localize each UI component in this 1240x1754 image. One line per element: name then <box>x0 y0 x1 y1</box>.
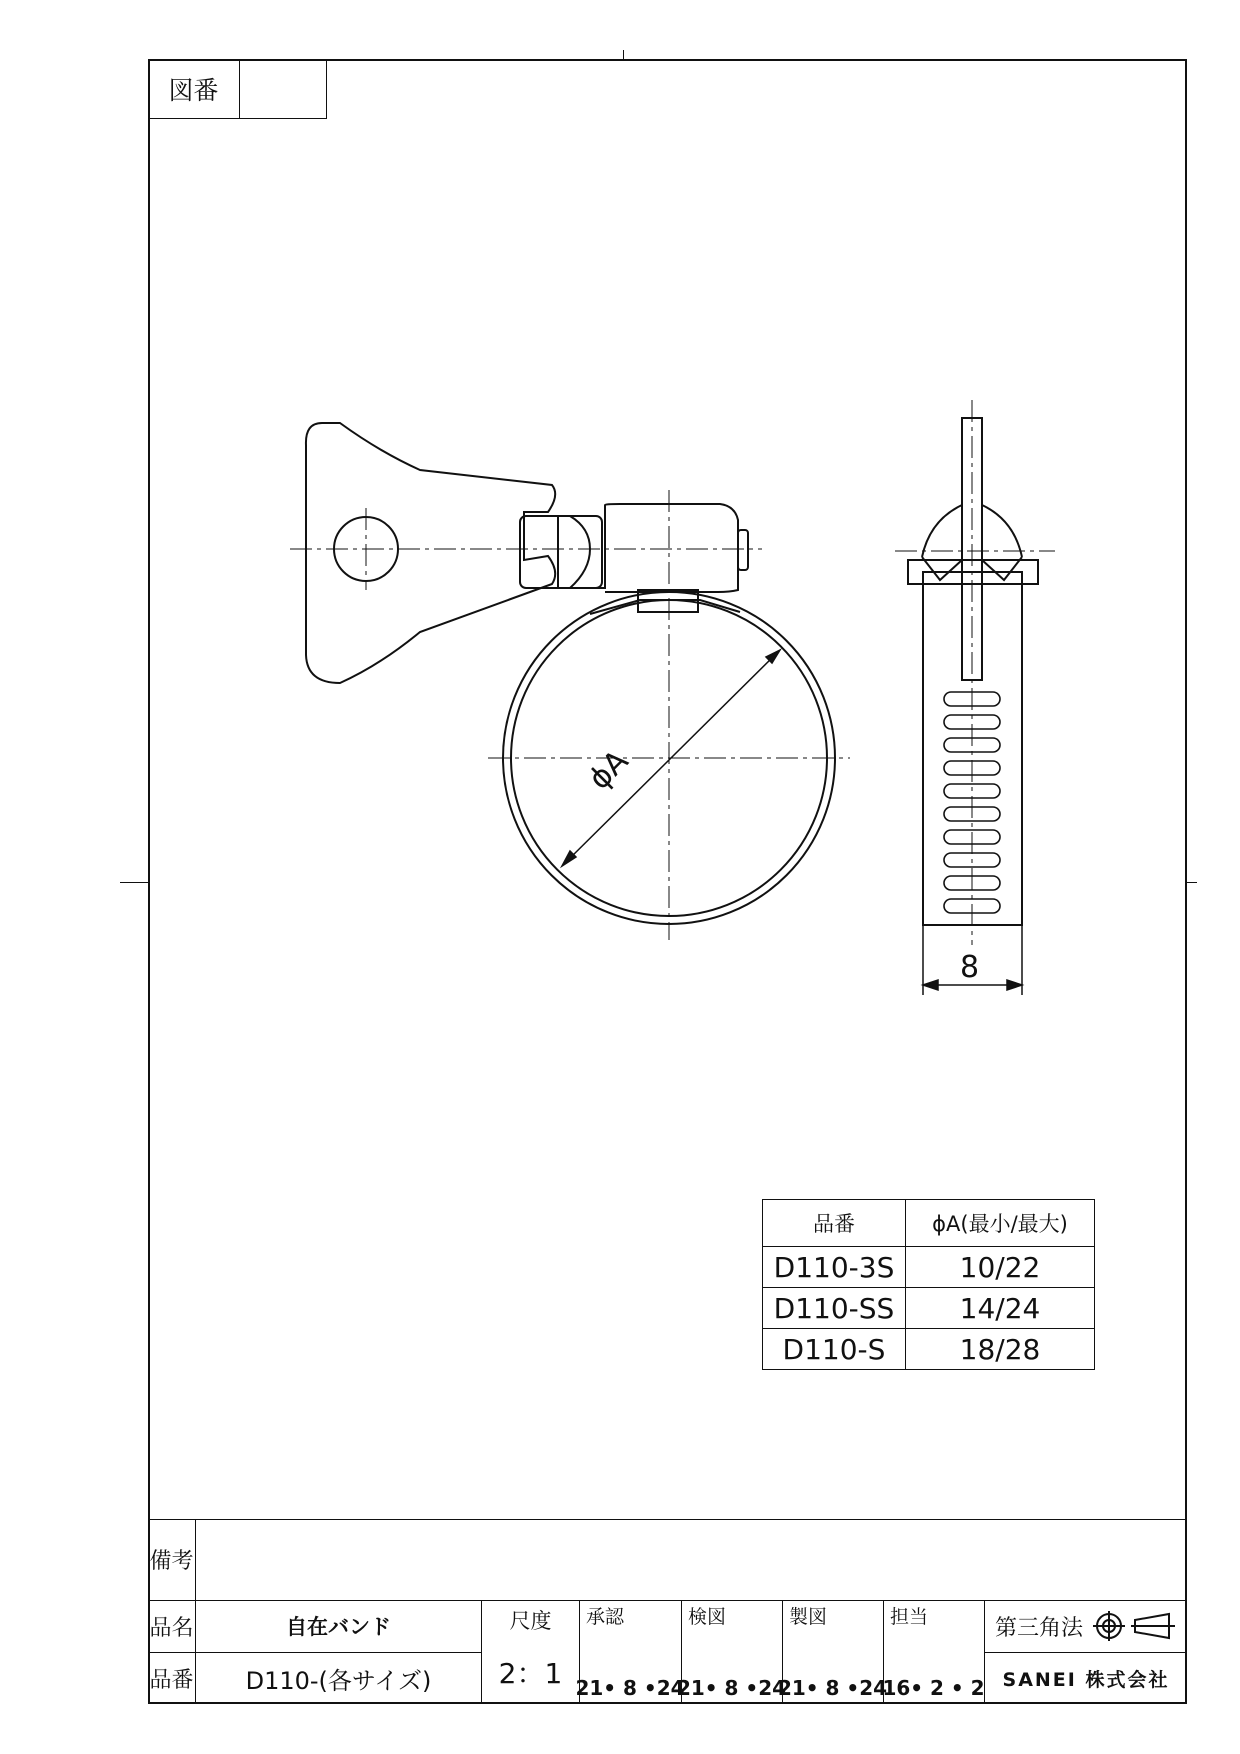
header-diameter-range: ϕA(最小/最大) <box>906 1200 1095 1247</box>
table-row <box>763 1247 1095 1288</box>
center-lines <box>290 400 1055 945</box>
scale-label: 尺度 <box>481 1600 579 1640</box>
remarks-label: 備考 <box>148 1519 196 1600</box>
header-part-number: 品番 <box>763 1200 906 1247</box>
product-number-value: D110-(各サイズ) <box>245 1666 432 1695</box>
check-date: 21• 8 •24 <box>676 1676 787 1700</box>
remarks-value <box>196 1519 1187 1600</box>
check-label: 検図 <box>681 1600 782 1704</box>
wing-screw-front <box>306 423 748 683</box>
table-row <box>763 1288 1095 1329</box>
projection-label: 第三角法 <box>995 1615 1084 1641</box>
product-name-label: 品名 <box>148 1600 196 1652</box>
cell-part-number: D110-S <box>763 1329 906 1370</box>
cell-part-number: D110-SS <box>763 1288 906 1329</box>
draft-label: 製図 <box>782 1600 883 1704</box>
spec-table <box>762 1199 1095 1370</box>
band-side-view <box>908 418 1038 925</box>
product-number-label: 品番 <box>148 1652 196 1704</box>
cell-diameter-range: 10/22 <box>906 1247 1095 1288</box>
cell-part-number: D110-3S <box>763 1247 906 1288</box>
title-block <box>148 1519 1187 1704</box>
third-angle-projection-symbol-icon <box>1089 1609 1179 1643</box>
cell-diameter-range: 18/28 <box>906 1329 1095 1370</box>
drawing-number-label: 図番 <box>148 59 240 119</box>
cell-diameter-range: 14/24 <box>906 1288 1095 1329</box>
diameter-label: ϕA <box>582 743 636 797</box>
draft-date: 21• 8 •24 <box>777 1676 888 1700</box>
projection-cell <box>984 1600 1187 1652</box>
product-name-value: 自在バンド <box>286 1615 391 1639</box>
spec-table-header <box>763 1200 1095 1247</box>
approval-label: 承認 <box>579 1600 681 1704</box>
scale-value: 2：1 <box>481 1640 579 1704</box>
charge-date: 16• 2 • 2 <box>882 1676 985 1700</box>
company-name: SANEI 株式会社 <box>984 1652 1187 1704</box>
width-dimension-label: 8 <box>960 950 980 985</box>
charge-label: 担当 <box>883 1600 984 1704</box>
approval-date: 21• 8 •24 <box>575 1676 685 1700</box>
table-row <box>763 1329 1095 1370</box>
